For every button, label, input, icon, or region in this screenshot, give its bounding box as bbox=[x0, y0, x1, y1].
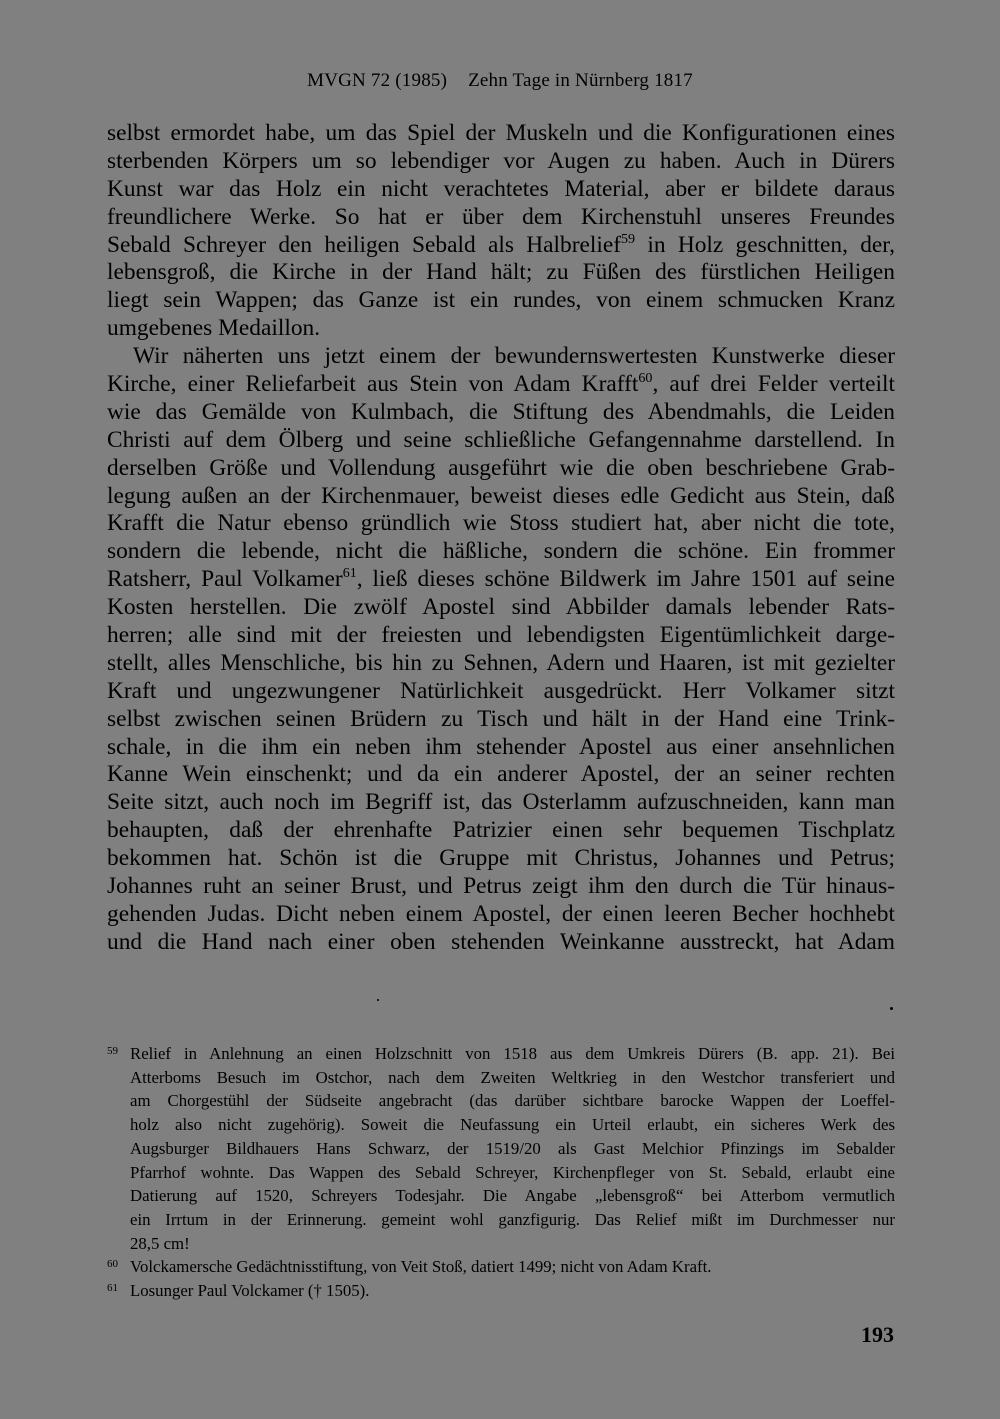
text-segment: Kraft und ungezwungener Natürlichkeit ausgedrückt. Herr Volkamer sitzt bbox=[107, 677, 895, 704]
text-line bbox=[107, 120, 895, 148]
text-line bbox=[107, 817, 895, 845]
text-segment: Kunst war das Holz ein nicht verachtetes Material, aber er bildete daraus bbox=[107, 175, 895, 202]
text-line bbox=[107, 594, 895, 622]
text-segment: gehenden Judas. Dicht neben einem Apostel, der einen leeren Becher hochhebt bbox=[107, 900, 895, 927]
text-segment: derselben Größe und Vollendung ausgeführt wie die oben beschriebene Grab- bbox=[107, 454, 895, 481]
text-segment: Kirche, einer Reliefarbeit aus Stein von Adam Krafft bbox=[107, 371, 639, 398]
text-line bbox=[107, 761, 895, 789]
text-line bbox=[107, 148, 895, 176]
text-segment: sondern die lebende, nicht die häßliche, sondern die schöne. Ein frommer bbox=[107, 538, 895, 565]
footnote-60 bbox=[107, 1255, 895, 1279]
text-segment: Ratsherr, Paul Volkamer bbox=[107, 566, 343, 593]
text-segment: stellt, alles Menschliche, bis hin zu Sehnen, Adern und Haaren, ist mit gezielter bbox=[107, 649, 895, 676]
text-line bbox=[107, 678, 895, 706]
footnote-line: Losunger Paul Volckamer († 1505). bbox=[130, 1281, 370, 1301]
text-segment: schale, in die ihm ein neben ihm stehender Apostel aus einer ansehnlichen bbox=[107, 733, 895, 760]
running-header bbox=[0, 70, 1000, 92]
text-segment: legung außen an der Kirchenmauer, beweist dieses edle Gedicht aus Stein, daß bbox=[107, 482, 895, 509]
footnote-line: Pfarrhof wohnte. Das Wappen des Sebald Schreyer, Kirchenpfleger von St. Sebald, erlaubt eine bbox=[130, 1162, 895, 1182]
footnote-number: 60 bbox=[107, 1258, 118, 1271]
text-line bbox=[107, 538, 895, 566]
text-segment: Seite sitzt, auch noch im Begriff ist, das Osterlamm aufzuschneiden, kann man bbox=[107, 789, 895, 816]
footnote-59 bbox=[107, 1042, 895, 1255]
text-line bbox=[107, 706, 895, 734]
text-segment: umgebenes Medaillon. bbox=[107, 315, 321, 342]
text-line bbox=[107, 929, 895, 957]
text-line bbox=[107, 510, 895, 538]
text-line bbox=[107, 873, 895, 901]
text-segment: behaupten, daß der ehrenhafte Patrizier einen sehr bequemen Tischplatz bbox=[107, 817, 895, 844]
page-number: 193 bbox=[861, 1322, 894, 1347]
footnote-number: 59 bbox=[107, 1045, 118, 1057]
text-line bbox=[107, 734, 895, 762]
footnote-line: Volckamersche Gedächtnisstiftung, von Veit Stoß, datiert 1499; nicht von Adam Kraft. bbox=[130, 1257, 712, 1277]
text-segment: selbst zwischen seinen Brüdern zu Tisch und hält in der Hand eine Trink- bbox=[107, 705, 895, 732]
text-line bbox=[107, 483, 895, 511]
text-line bbox=[107, 650, 895, 678]
journal-reference: MVGN 72 (1985) bbox=[307, 70, 448, 91]
text-line bbox=[107, 566, 895, 594]
text-line bbox=[107, 399, 895, 427]
text-line bbox=[107, 901, 895, 929]
text-segment: Christi auf dem Ölberg und seine schließliche Gefangennahme darstellend. In bbox=[107, 426, 895, 453]
footnote-line: Datierung auf 1520, Schreyers Todesjahr. Die Angabe „lebensgroß“ bei Atterbom vermutlich bbox=[130, 1186, 895, 1206]
footnotes bbox=[107, 1042, 895, 1303]
text-line bbox=[107, 287, 895, 315]
footnote-ref: 61 bbox=[342, 565, 357, 582]
speck-mark bbox=[890, 1007, 893, 1010]
text-line bbox=[107, 176, 895, 204]
footnote-line: am Chorgestühl der Südseite angebracht (das darüber sichtbare barocke Wappen der Loeffel- bbox=[130, 1091, 895, 1111]
text-segment: lebensgroß, die Kirche in der Hand hält; zu Füßen des fürstlichen Heiligen bbox=[107, 259, 895, 286]
text-line bbox=[107, 371, 895, 399]
text-segment: und die Hand nach einer oben stehenden Weinkanne ausstreckt, hat Adam bbox=[107, 928, 895, 955]
text-line bbox=[107, 622, 895, 650]
text-segment: liegt sein Wappen; das Ganze ist ein rundes, von einem schmucken Kranz bbox=[107, 287, 895, 314]
text-segment: wie das Gemälde von Kulmbach, die Stiftung des Abendmahls, die Leiden bbox=[107, 398, 895, 425]
footnote-line: Atterboms Besuch im Ostchor, nach dem Zweiten Weltkrieg in den Westchor transferiert und bbox=[130, 1067, 895, 1087]
footnote-line: holz also nicht zugehörig). Soweit die Neufassung ein Urteil erlaubt, ein sicheres Werk des bbox=[130, 1115, 895, 1135]
footnote-line: Relief in Anlehnung an einen Holzschnitt von 1518 aus dem Umkreis Dürers (B. app. 21). Bei bbox=[130, 1044, 895, 1063]
text-segment: in Holz geschnitten, der, bbox=[635, 231, 895, 258]
speck-mark bbox=[377, 999, 379, 1001]
footnote-line: Augsburger Bildhauers Hans Schwarz, der 1519/20 als Gast Melchior Pfinzings im Sebalder bbox=[130, 1138, 895, 1158]
text-segment: herren; alle sind mit der freiesten und lebendigsten Eigentümlichkeit darge- bbox=[107, 622, 895, 649]
body-text bbox=[107, 120, 895, 957]
footnote-61 bbox=[107, 1279, 895, 1303]
text-line bbox=[107, 204, 895, 232]
text-segment: Kosten herstellen. Die zwölf Apostel sind Abbilder damals lebender Rats- bbox=[107, 594, 895, 621]
text-line bbox=[107, 845, 895, 873]
article-title: Zehn Tage in Nürnberg 1817 bbox=[468, 70, 693, 91]
text-segment: Johannes ruht an seiner Brust, und Petrus zeigt ihm den durch die Tür hinaus- bbox=[107, 873, 895, 900]
text-line bbox=[107, 343, 895, 371]
footnote-number: 61 bbox=[107, 1282, 118, 1295]
text-segment: Sebald Schreyer den heiligen Sebald als Halbrelief bbox=[107, 231, 622, 258]
text-segment: , ließ dieses schöne Bildwerk im Jahre 1501 auf seine bbox=[356, 566, 895, 593]
text-line bbox=[107, 232, 895, 260]
text-line bbox=[107, 789, 895, 817]
footnote-line: ein Irrtum in der Erinnerung. gemeint wohl ganzfigurig. Das Relief mißt im Durchmesser nur bbox=[130, 1209, 895, 1229]
text-segment: freundlichere Werke. So hat er über dem Kirchenstuhl unseres Freundes bbox=[107, 203, 895, 230]
footnote-ref: 60 bbox=[638, 370, 653, 387]
text-segment: bekommen hat. Schön ist die Gruppe mit Christus, Johannes und Petrus; bbox=[107, 845, 895, 872]
text-line bbox=[107, 455, 895, 483]
text-segment: Wir näherten uns jetzt einem der bewundernswertesten Kunstwerke dieser bbox=[133, 343, 895, 370]
text-segment: Krafft die Natur ebenso gründlich wie Stoss studiert hat, aber nicht die tote, bbox=[107, 510, 895, 537]
text-segment: selbst ermordet habe, um das Spiel der Muskeln und die Konfigurationen eines bbox=[107, 120, 895, 146]
footnote-ref: 59 bbox=[621, 230, 636, 247]
text-segment: sterbenden Körpers um so lebendiger vor Augen zu haben. Auch in Dürers bbox=[107, 147, 895, 174]
text-segment: Kanne Wein einschenkt; und da ein anderer Apostel, der an seiner rechten bbox=[107, 761, 895, 788]
footnote-line: 28,5 cm! bbox=[130, 1233, 190, 1253]
text-line bbox=[107, 427, 895, 455]
text-segment: , auf drei Felder verteilt bbox=[652, 371, 895, 398]
text-line bbox=[107, 315, 895, 343]
text-line bbox=[107, 259, 895, 287]
